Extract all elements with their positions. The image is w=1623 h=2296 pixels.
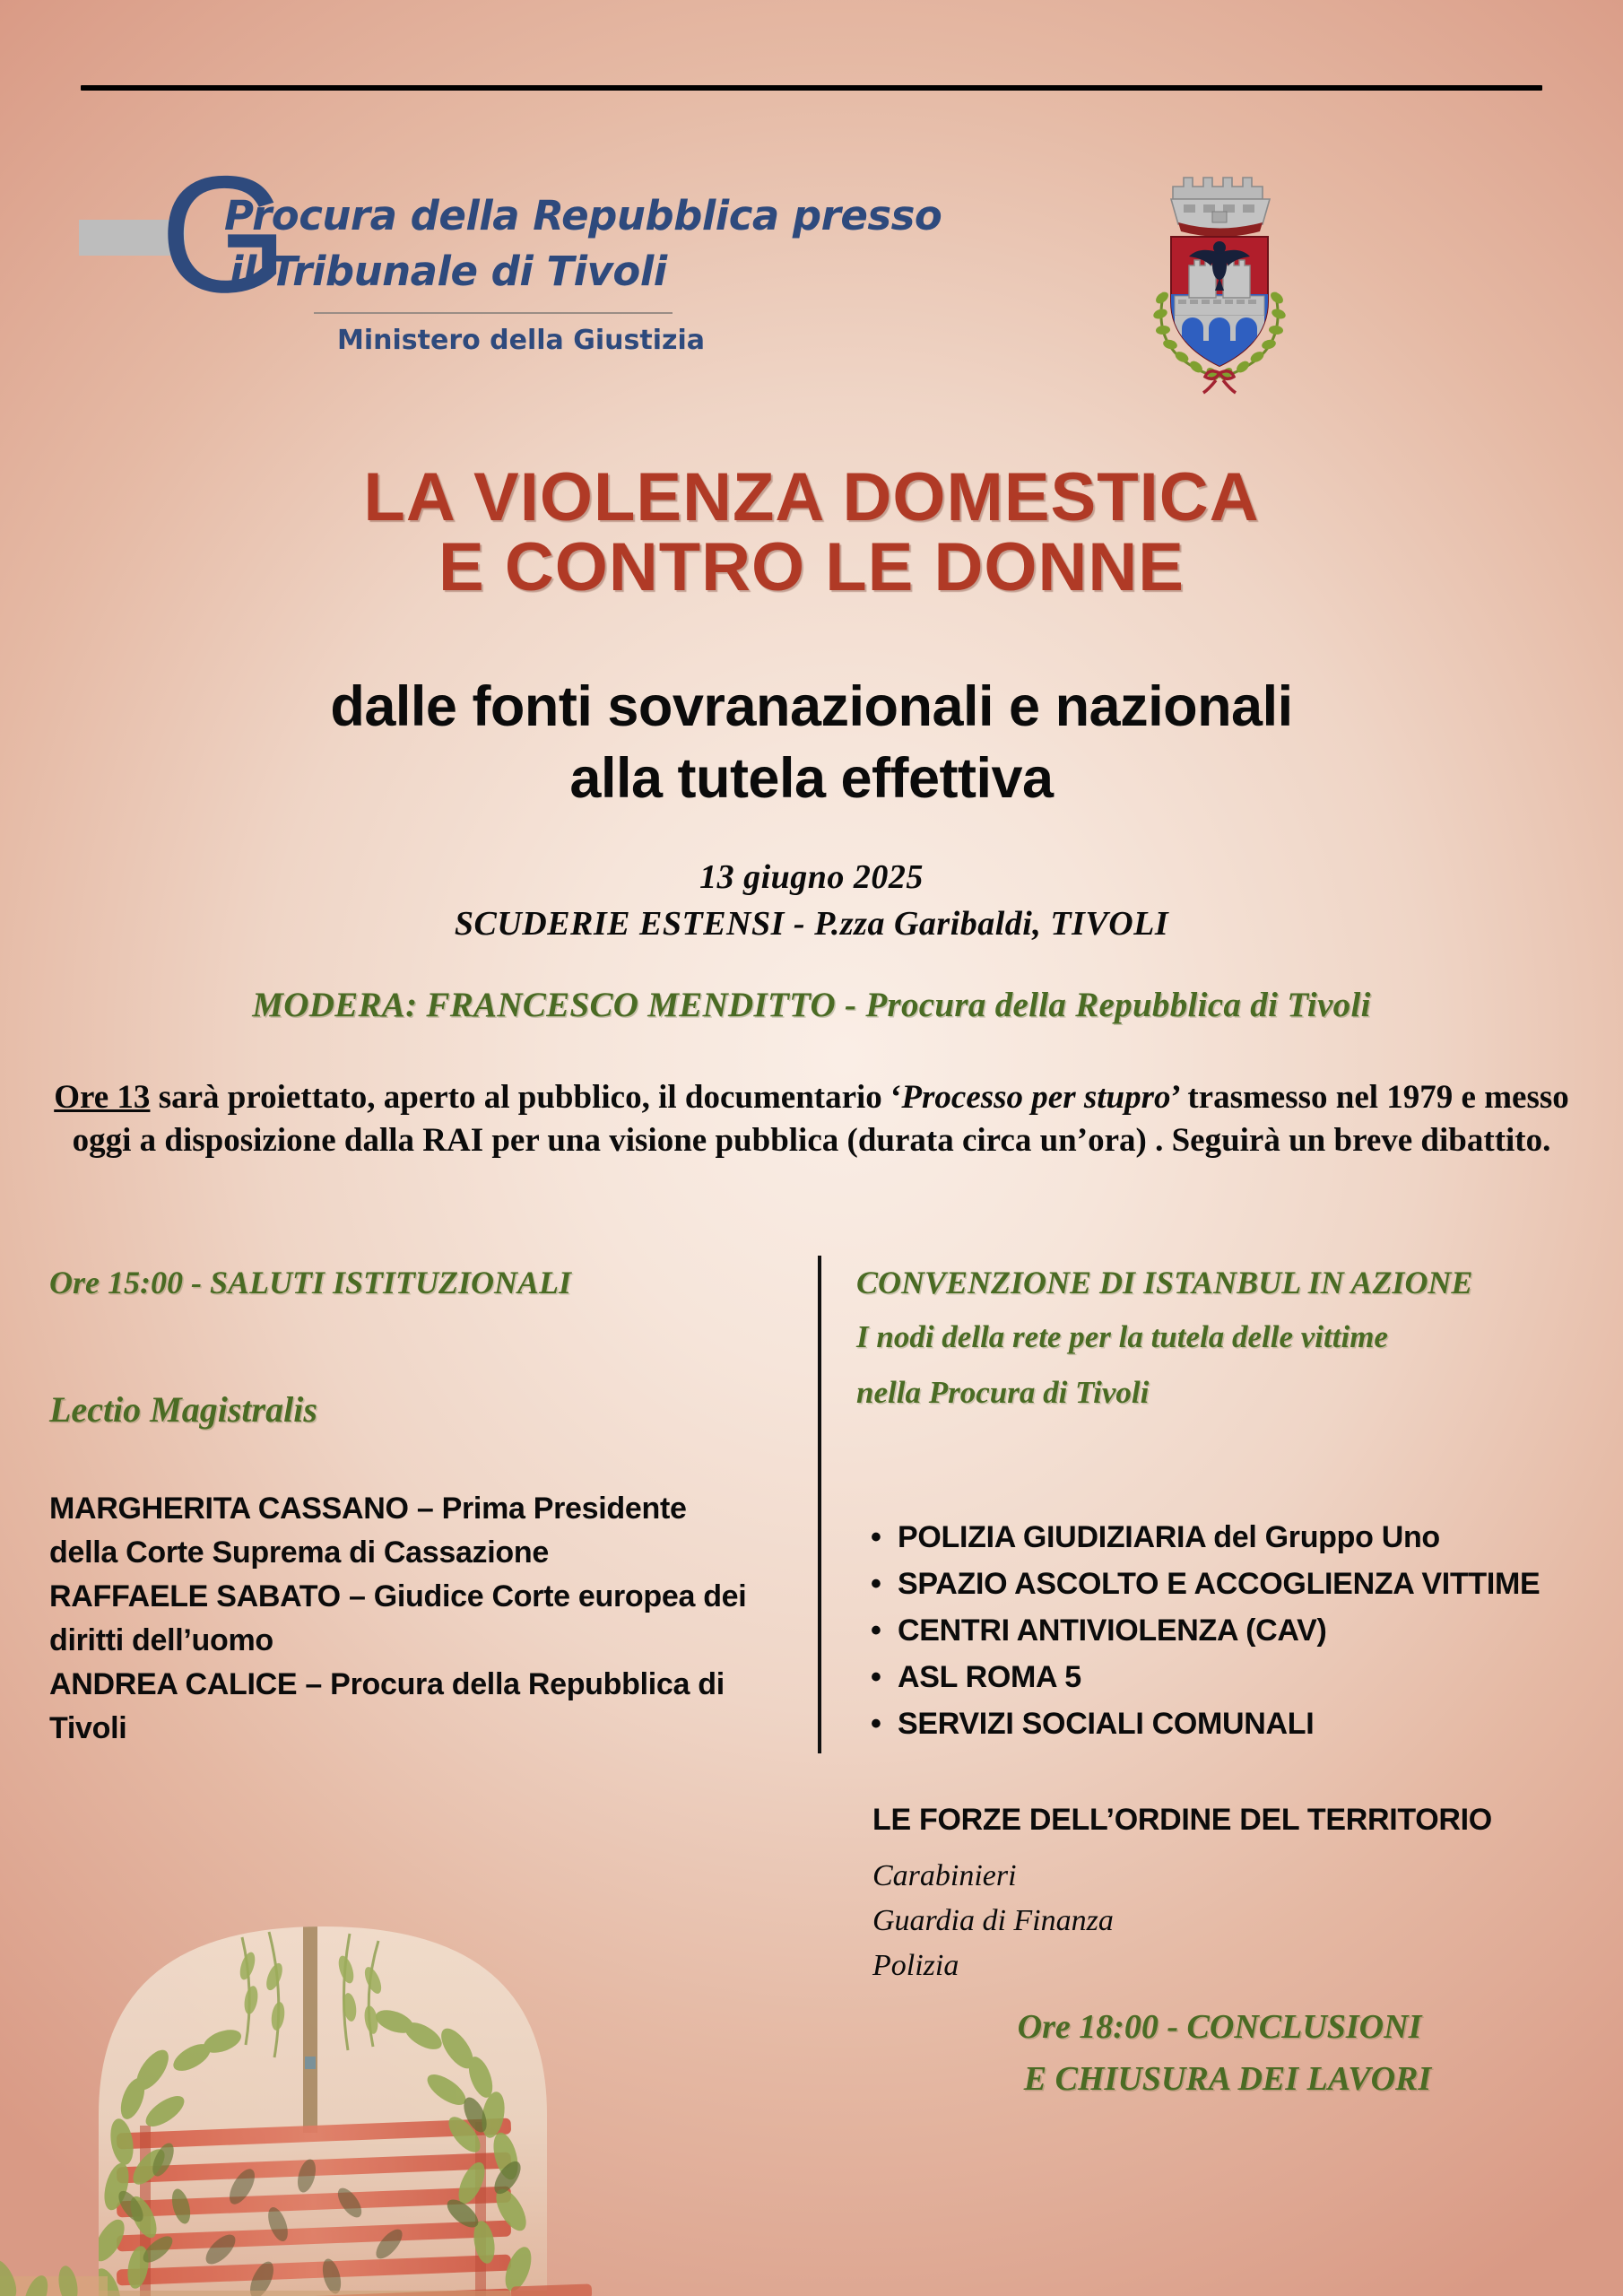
poster-title-line-1: LA VIOLENZA DOMESTICA	[363, 459, 1260, 535]
event-details	[0, 854, 1623, 947]
event-venue: SCUDERIE ESTENSI - P.zza Garibaldi, TIVOLI	[454, 905, 1169, 943]
documentary-paragraph	[54, 1076, 1569, 1162]
saluti-heading: Ore 15:00 - SALUTI ISTITUZIONALI	[49, 1265, 572, 1300]
list-item: • ASL ROMA 5	[898, 1654, 1583, 1700]
list-item: MARGHERITA CASSANO – Prima Presidente	[49, 1492, 687, 1526]
list-item: • POLIZIA GIUDIZIARIA del Gruppo Uno	[898, 1514, 1583, 1561]
documentary-text-part-2: ’ trasmesso nel 1979 e messo oggi a disposizione dalla RAI per una visione pubblica (durata circa un’ora) . Seguirà un breve dibattito.	[72, 1079, 1569, 1159]
column-divider-rule	[818, 1256, 821, 1753]
speaker-list	[49, 1437, 803, 1751]
list-item: diritti dell’uomo	[49, 1623, 273, 1657]
logo-g-mark: G	[160, 143, 283, 327]
conclusions-line-2: E CHIUSURA DEI LAVORI	[1023, 2060, 1432, 2098]
logo-text-line-2: il Tribunale di Tivoli	[230, 248, 667, 295]
list-item: • SPAZIO ASCOLTO E ACCOGLIENZA VITTIME	[898, 1561, 1583, 1607]
tivoli-crest-icon	[1133, 160, 1306, 402]
left-column	[49, 1256, 803, 1751]
lectio-magistralis-heading: Lectio Magistralis	[49, 1389, 317, 1430]
red-bench-with-foliage-photo	[0, 1891, 861, 2296]
conclusions-line-1: Ore 18:00 - CONCLUSIONI	[1017, 2008, 1422, 2046]
documentary-text-part-1: sarà proiettato, aperto al pubblico, il documentario ‘	[150, 1079, 902, 1116]
poster-title	[0, 459, 1623, 605]
law-enforcement-list	[856, 1838, 1583, 1988]
list-item: Carabinieri	[872, 1859, 1017, 1892]
list-item: Polizia	[872, 1949, 959, 1982]
list-item: RAFFAELE SABATO – Giudice Corte europea dei	[49, 1579, 747, 1613]
list-item: Tivoli	[49, 1711, 127, 1745]
istanbul-subheading	[856, 1309, 1583, 1421]
logo-underline-rule	[314, 312, 673, 314]
documentary-time: Ore 13	[54, 1079, 151, 1116]
network-nodes-list	[856, 1421, 1583, 1747]
top-divider-rule	[81, 85, 1542, 91]
list-item: Guardia di Finanza	[872, 1904, 1114, 1937]
logo-text-line-1: Procura della Repubblica presso	[224, 192, 942, 239]
event-date: 13 giugno 2025	[699, 858, 924, 896]
list-item: della Corte Suprema di Cassazione	[49, 1535, 549, 1570]
poster-subtitle	[0, 671, 1623, 814]
list-item: • CENTRI ANTIVIOLENZA (CAV)	[898, 1607, 1583, 1654]
poster-subtitle-line-1: dalle fonti sovranazionali e nazionali	[330, 675, 1293, 738]
poster-subtitle-line-2: alla tutela effettiva	[569, 747, 1054, 810]
list-item: ANDREA CALICE – Procura della Repubblica di	[49, 1667, 725, 1701]
logo-ministry-label: Ministero della Giustizia	[337, 325, 705, 356]
documentary-film-title: Processo per stupro	[901, 1079, 1171, 1116]
list-item: • SERVIZI SOCIALI COMUNALI	[898, 1700, 1583, 1747]
right-column	[856, 1256, 1583, 2105]
law-enforcement-heading: LE FORZE DELL’ORDINE DEL TERRITORIO	[872, 1803, 1492, 1837]
moderator-line: MODERA: FRANCESCO MENDITTO - Procura della Repubblica di Tivoli	[252, 986, 1371, 1024]
poster-title-line-2: E CONTRO LE DONNE	[438, 529, 1185, 605]
procura-logo	[79, 143, 1029, 368]
conclusions-block	[856, 1988, 1583, 2105]
istanbul-subheading-line-1: I nodi della rete per la tutela delle vittime	[856, 1319, 1388, 1354]
istanbul-subheading-line-2: nella Procura di Tivoli	[856, 1375, 1150, 1410]
istanbul-convention-heading: CONVENZIONE DI ISTANBUL IN AZIONE	[856, 1265, 1473, 1300]
